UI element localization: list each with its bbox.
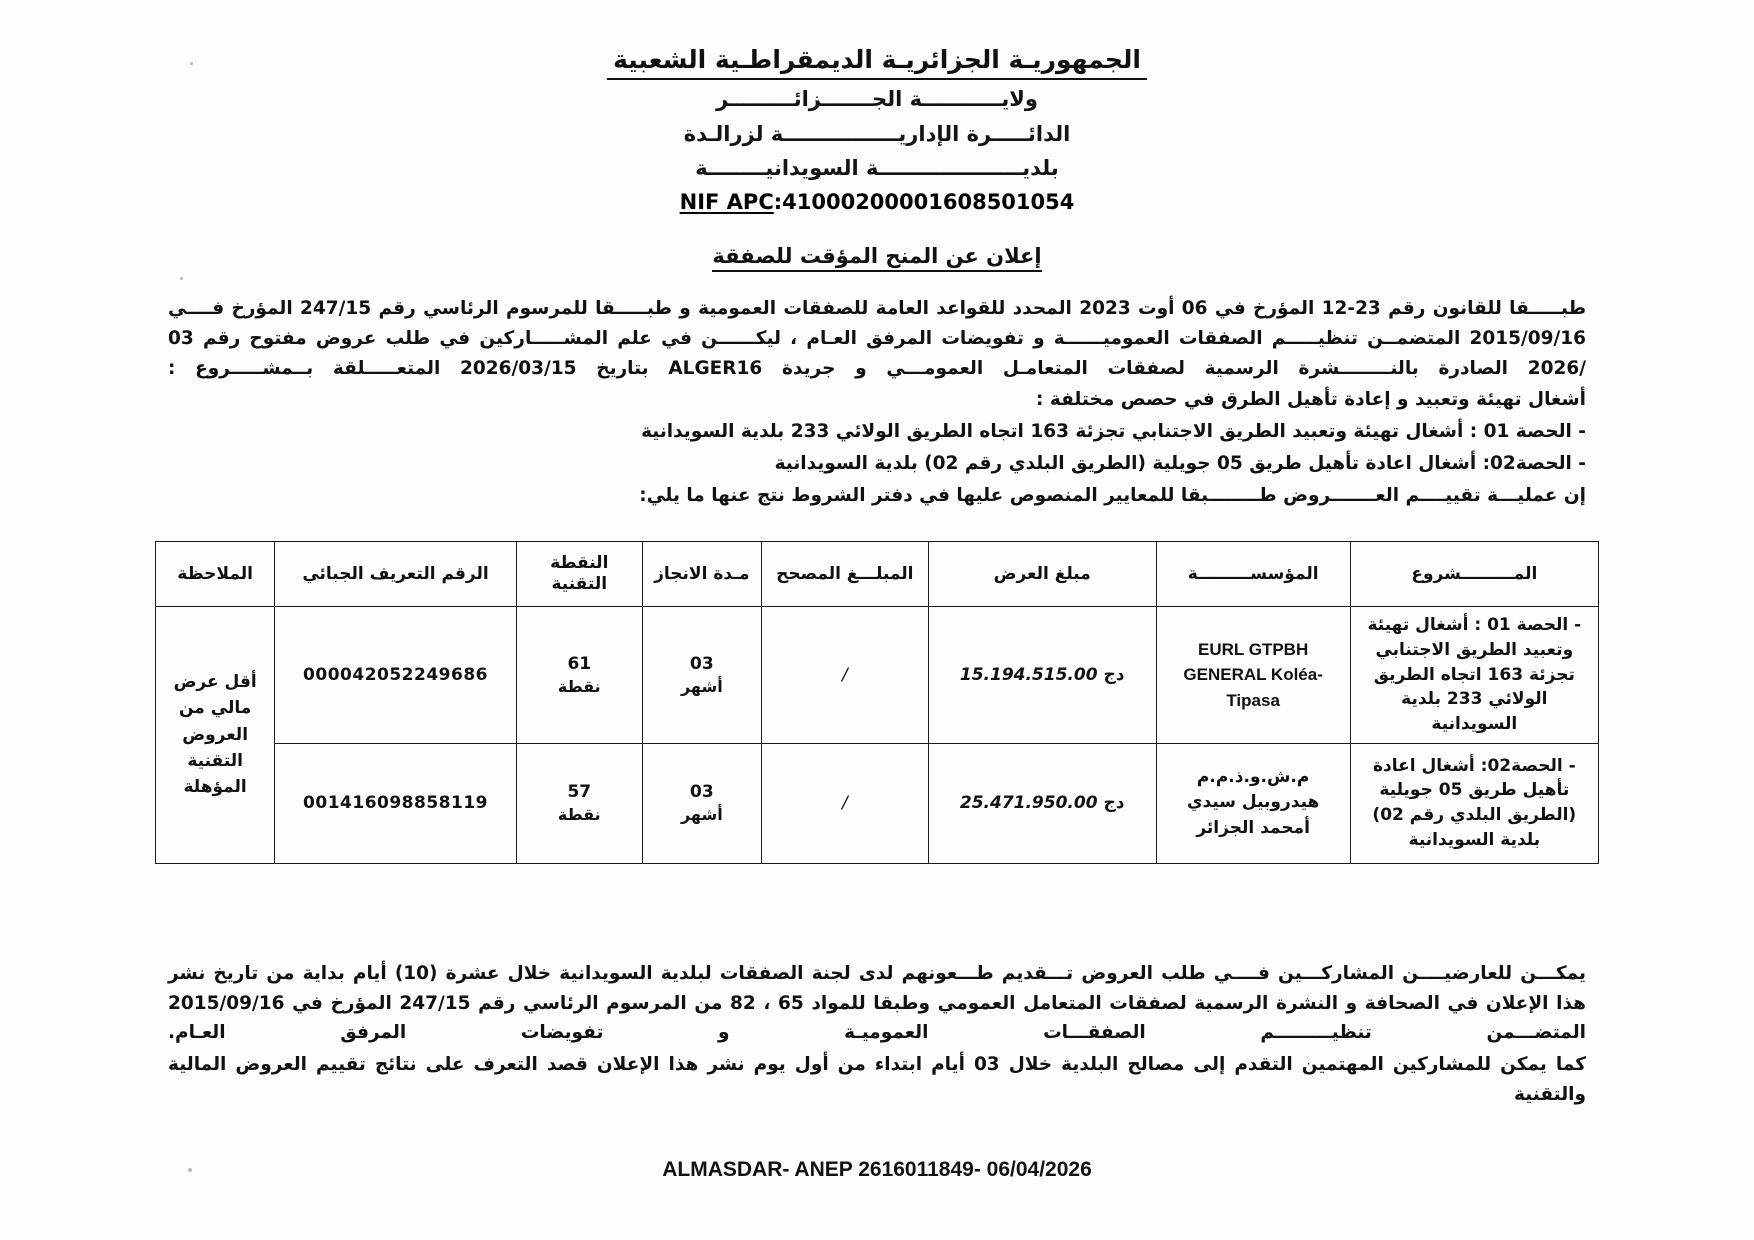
cell-note-merged: أقل عرض مالي من العروض التقنية المؤهلة — [156, 607, 275, 863]
award-table-container — [155, 541, 1599, 863]
table-row — [156, 607, 1599, 743]
lot-2-line: - الحصة02: أشغال اعادة تأهيل طريق 05 جويلية (الطريق البلدي رقم 02) بلدية السويدانية — [774, 453, 1586, 475]
cell-company: م.ش.و.ذ.م.م هيدروبيل سيدي أمحمد الجزائر — [1156, 743, 1350, 863]
cell-offer-amount — [928, 607, 1156, 743]
scan-speck — [190, 62, 193, 65]
cell-offer-amount — [928, 743, 1156, 863]
info-paragraph: كما يمكن للمشاركين المهتمين التقدم إلى مصالح البلدية خلال 03 أيام ابتداء من أول يوم نشر هذا الإعلان قصد التعرف على نتائج تقييم العروض المالية والتقنية — [168, 1054, 1586, 1106]
scan-speck — [180, 277, 183, 280]
header-technical-score: النقطة التقنية — [516, 542, 642, 607]
page-title-text: إعلان عن المنح المؤقت للصفقة — [712, 244, 1041, 272]
cell-score-unit: نقطة — [557, 804, 601, 824]
cell-corrected-amount: / — [761, 607, 928, 743]
header-project: المـــــــــشروع — [1350, 542, 1598, 607]
cell-duration-unit: أشهر — [680, 804, 723, 824]
cell-technical-score — [516, 607, 642, 743]
intro-paragraph: طبـــــقا للقانون رقم 23-12 المؤرخ في 06 أوت 2023 المحدد للقواعد العامة للصفقات العمومية و طبـــــقا للمرسوم الرئاسي رقم 247/15 المؤرخ فــــي 2015/09/16 المتضمــن تنظيـــــم الصفقات العموميــــــة و تفويضات المرفق العـام ، ليكــــــن في علم المشـــــاركين في طلب عروض مفتوح رقم 03 /2026 الصادرة بالنــــــــشرة الرسمية لصفقات المتعامـل العمومـــي و جريدة ALGER16 بتاريخ 2026/03/15 المتعـــــلقة بــمشـــــروع : — [168, 297, 1587, 379]
nif-value: :41000200001608501054 — [773, 189, 1075, 214]
cell-offer-amount-value: 15.194.515.00 — [959, 664, 1098, 685]
evaluation-line: إن عمليـــة تقييــــم العـــــــروض طــــــــبقا للمعايير المنصوص عليها في دفتر الشروط نتج عنها ما يلي: — [639, 485, 1586, 507]
cell-tax-id: 001416098858119 — [275, 743, 517, 863]
daira-line: الدائـــــرة الإداريــــــــــــــــة لزرالـدة — [683, 121, 1071, 146]
body-section — [168, 294, 1586, 512]
award-table — [155, 541, 1599, 863]
cell-duration-value: 03 — [690, 653, 714, 674]
cell-project: - الحصة02: أشغال اعادة تأهيل طريق 05 جويلية (الطريق البلدي رقم 02) بلدية السويدانية — [1350, 743, 1598, 863]
cell-score-unit: نقطة — [557, 676, 601, 696]
header-company: المؤسســـــــــة — [1156, 542, 1350, 607]
header-tax-id: الرقم التعريف الجبائي — [275, 542, 517, 607]
table-header-row — [156, 542, 1599, 607]
project-title-line: أشغال تهيئة وتعبيد و إعادة تأهيل الطرق في حصص مختلفة : — [1036, 389, 1586, 411]
lot-1-line: - الحصة 01 : أشغال تهيئة وتعبيد الطريق الاجتنابي تجزئة 163 اتجاه الطريق الولائي 233 بلدية السويدانية — [641, 421, 1586, 443]
cell-currency: دج — [1103, 664, 1125, 685]
cell-currency: دج — [1103, 793, 1125, 814]
table-header-row-group — [156, 542, 1599, 607]
cell-technical-score — [516, 743, 642, 863]
baladia-line: بلديــــــــــــــــــــة السويدانيــــــــة — [695, 156, 1059, 181]
appeal-paragraph: يمكـــن للعارضيــــن المشاركـــين فــــي طلب العروض تـــقديم طـــعونهم لدى لجنة الصفقات لبلدية السويدانية خلال عشرة (10) أيام بداية من تاريخ نشر هذا الإعلان في الصحافة و النشرة الرسمية لصفقات المتعامل العمومي وطبقا للمواد 65 ، 82 من المرسوم الرئاسي رقم 247/15 المؤرخ في 2015/09/16 المتضـــمن تنظيـــــــــم الصفقـــات العموميـة و تفويضات المرفق العـام. — [168, 962, 1586, 1044]
cell-score-value: 61 — [567, 653, 592, 674]
footer-section — [168, 959, 1586, 1111]
header-offer-amount: مبلغ العرض — [928, 542, 1156, 607]
table-row — [156, 743, 1599, 863]
cell-duration-value: 03 — [690, 781, 714, 802]
cell-duration — [642, 607, 761, 743]
header-corrected-amount: المبلـــغ المصحح — [761, 542, 928, 607]
nif-label: NIF APC — [679, 189, 774, 214]
republic-title: الجمهوريـة الجزائريـة الديمقراطـية الشعبية — [607, 44, 1147, 80]
cell-company: EURL GTPBH GENERAL Koléa-Tipasa — [1156, 607, 1350, 743]
header-note: الملاحظة — [156, 542, 275, 607]
cell-duration-unit: أشهر — [680, 676, 723, 696]
wilaya-line: ولايـــــــــــة الجـــــــزائـــــــــر — [716, 87, 1038, 112]
page-title — [0, 244, 1754, 268]
cell-project: - الحصة 01 : أشغال تهيئة وتعبيد الطريق الاجتنابي تجزئة 163 اتجاه الطريق الولائي 233 بلدية السويدانية — [1350, 607, 1598, 743]
cell-corrected-amount: / — [761, 743, 928, 863]
anep-credit: ALMASDAR- ANEP 2616011849- 06/04/2026 — [662, 1158, 1092, 1181]
cell-score-value: 57 — [567, 781, 592, 802]
cell-tax-id: 000042052249686 — [275, 607, 517, 743]
document-header — [0, 0, 1754, 214]
cell-duration — [642, 743, 761, 863]
cell-offer-amount-value: 25.471.950.00 — [959, 793, 1098, 814]
header-duration: مـدة الانجاز — [642, 542, 761, 607]
nif-apc — [680, 190, 1075, 214]
table-body — [156, 607, 1599, 863]
